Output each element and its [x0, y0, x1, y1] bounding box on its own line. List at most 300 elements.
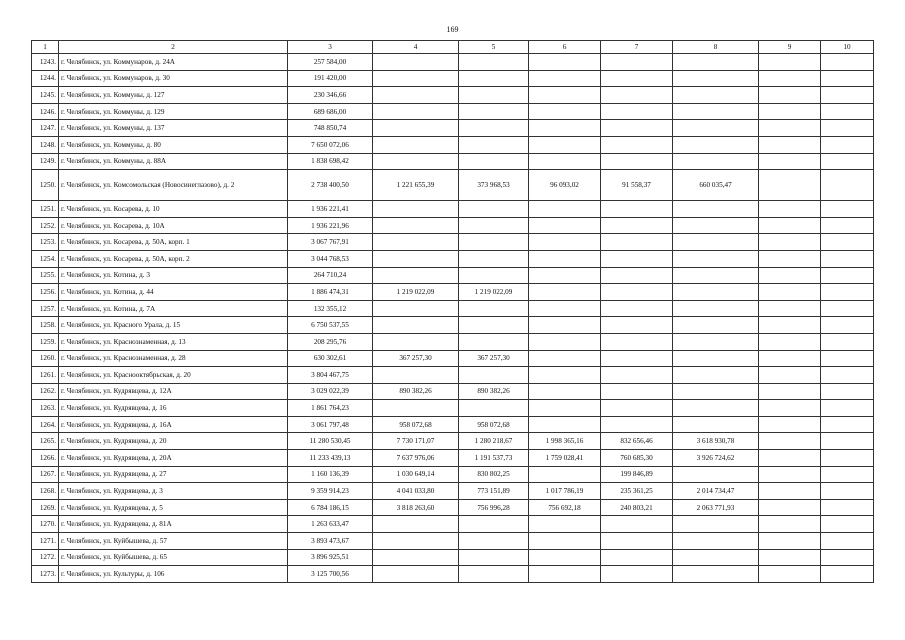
amount-cell-col10: [821, 499, 874, 516]
amount-cell-col5: [459, 136, 529, 153]
amount-cell-col9: [759, 483, 821, 500]
amount-cell-col10: [821, 250, 874, 267]
amount-cell-col8: [673, 136, 759, 153]
total-amount-cell: 11 280 530,45: [288, 433, 373, 450]
address-cell: г. Челябинск, ул. Кудрявцева, д. 16: [59, 400, 288, 417]
amount-cell-col9: [759, 217, 821, 234]
amount-cell-col4: [373, 516, 459, 533]
amount-cell-col10: [821, 549, 874, 566]
amount-cell-col8: [673, 153, 759, 170]
amount-cell-col9: [759, 136, 821, 153]
amount-cell-col4: [373, 400, 459, 417]
amount-cell-col10: [821, 317, 874, 334]
table-row: [32, 317, 874, 334]
row-number-cell: 1267.: [32, 466, 59, 483]
amount-cell-col10: [821, 170, 874, 201]
amount-cell-col4: [373, 367, 459, 384]
amount-cell-col7: [601, 120, 673, 137]
amount-cell-col5: 1 191 537,73: [459, 450, 529, 467]
address-cell: г. Челябинск, ул. Комсомольская (Новосинеглазово), д. 2: [59, 170, 288, 201]
amount-cell-col5: 958 072,68: [459, 416, 529, 433]
total-amount-cell: 3 896 925,51: [288, 549, 373, 566]
amount-cell-col9: [759, 466, 821, 483]
total-amount-cell: 9 359 914,23: [288, 483, 373, 500]
row-number-cell: 1263.: [32, 400, 59, 417]
amount-cell-col10: [821, 333, 874, 350]
row-number-cell: 1245.: [32, 87, 59, 104]
amount-cell-col7: [601, 416, 673, 433]
amount-cell-col10: [821, 87, 874, 104]
amount-cell-col5: 1 219 022,09: [459, 284, 529, 301]
amount-cell-col4: 1 219 022,09: [373, 284, 459, 301]
row-number-cell: 1271.: [32, 533, 59, 550]
amount-cell-col5: [459, 367, 529, 384]
amount-cell-col10: [821, 516, 874, 533]
amount-cell-col4: [373, 533, 459, 550]
row-number-cell: 1250.: [32, 170, 59, 201]
amount-cell-col7: 832 656,46: [601, 433, 673, 450]
row-number-cell: 1273.: [32, 566, 59, 583]
row-number-cell: 1269.: [32, 499, 59, 516]
amount-cell-col4: [373, 300, 459, 317]
amount-cell-col6: [529, 87, 601, 104]
row-number-cell: 1253.: [32, 234, 59, 251]
amount-cell-col8: [673, 300, 759, 317]
column-header: 8: [673, 41, 759, 54]
table-row: [32, 300, 874, 317]
total-amount-cell: 208 295,76: [288, 333, 373, 350]
amount-cell-col9: [759, 54, 821, 71]
total-amount-cell: 2 738 400,50: [288, 170, 373, 201]
amount-cell-col9: [759, 317, 821, 334]
row-number-cell: 1254.: [32, 250, 59, 267]
total-amount-cell: 1 936 221,96: [288, 217, 373, 234]
amount-cell-col4: 367 257,30: [373, 350, 459, 367]
amount-cell-col8: 2 063 771,93: [673, 499, 759, 516]
amount-cell-col8: [673, 70, 759, 87]
table-row: [32, 267, 874, 284]
total-amount-cell: 7 650 072,06: [288, 136, 373, 153]
total-amount-cell: 191 420,00: [288, 70, 373, 87]
total-amount-cell: 1 263 633,47: [288, 516, 373, 533]
table-row: [32, 516, 874, 533]
amount-cell-col6: [529, 136, 601, 153]
amount-cell-col9: [759, 300, 821, 317]
amount-cell-col8: [673, 367, 759, 384]
address-cell: г. Челябинск, ул. Косарева, д. 10: [59, 201, 288, 218]
row-number-cell: 1268.: [32, 483, 59, 500]
address-cell: г. Челябинск, ул. Краснооктябрьская, д. 20: [59, 367, 288, 384]
amount-cell-col10: [821, 533, 874, 550]
amount-cell-col9: [759, 383, 821, 400]
table-row: [32, 350, 874, 367]
address-cell: г. Челябинск, ул. Коммуны, д. 88А: [59, 153, 288, 170]
page-number: 169: [446, 25, 459, 34]
amount-cell-col6: [529, 549, 601, 566]
row-number-cell: 1256.: [32, 284, 59, 301]
address-cell: г. Челябинск, ул. Кудрявцева, д. 27: [59, 466, 288, 483]
amount-cell-col6: [529, 120, 601, 137]
column-header: 10: [821, 41, 874, 54]
amount-cell-col9: [759, 70, 821, 87]
amount-cell-col4: [373, 267, 459, 284]
amount-cell-col4: 958 072,68: [373, 416, 459, 433]
amount-cell-col9: [759, 87, 821, 104]
amount-cell-col5: [459, 300, 529, 317]
amount-cell-col5: [459, 234, 529, 251]
amount-cell-col8: [673, 400, 759, 417]
total-amount-cell: 3 804 467,75: [288, 367, 373, 384]
amount-cell-col7: [601, 54, 673, 71]
amount-cell-col6: 96 093,02: [529, 170, 601, 201]
amount-cell-col5: 756 996,28: [459, 499, 529, 516]
amount-cell-col9: [759, 284, 821, 301]
amount-cell-col10: [821, 466, 874, 483]
amount-cell-col6: [529, 350, 601, 367]
column-header: 3: [288, 41, 373, 54]
amount-cell-col8: [673, 416, 759, 433]
amount-cell-col5: [459, 103, 529, 120]
column-number-header-row: [32, 41, 874, 54]
amount-cell-col8: [673, 333, 759, 350]
amount-cell-col8: [673, 350, 759, 367]
amount-cell-col7: 199 846,89: [601, 466, 673, 483]
amount-cell-col9: [759, 499, 821, 516]
amount-cell-col4: [373, 103, 459, 120]
address-cell: г. Челябинск, ул. Кудрявцева, д. 3: [59, 483, 288, 500]
total-amount-cell: 1 160 136,39: [288, 466, 373, 483]
amount-cell-col6: [529, 367, 601, 384]
amount-cell-col4: [373, 87, 459, 104]
address-cell: г. Челябинск, ул. Кудрявцева, д. 12А: [59, 383, 288, 400]
amount-cell-col10: [821, 267, 874, 284]
table-row: [32, 87, 874, 104]
row-number-cell: 1270.: [32, 516, 59, 533]
amount-cell-col10: [821, 450, 874, 467]
total-amount-cell: 1 886 474,31: [288, 284, 373, 301]
table-row: [32, 433, 874, 450]
amount-cell-col10: [821, 400, 874, 417]
amount-cell-col6: [529, 317, 601, 334]
amount-cell-col5: [459, 317, 529, 334]
amount-cell-col5: 890 382,26: [459, 383, 529, 400]
table-row: [32, 450, 874, 467]
amount-cell-col7: [601, 250, 673, 267]
amount-cell-col8: [673, 466, 759, 483]
amount-cell-col8: [673, 87, 759, 104]
address-cell: г. Челябинск, ул. Коммуны, д. 129: [59, 103, 288, 120]
amount-cell-col5: [459, 400, 529, 417]
amount-cell-col5: 830 802,25: [459, 466, 529, 483]
amount-cell-col5: [459, 549, 529, 566]
amount-cell-col10: [821, 54, 874, 71]
amount-cell-col8: 3 618 930,78: [673, 433, 759, 450]
row-number-cell: 1248.: [32, 136, 59, 153]
table-row: [32, 153, 874, 170]
amount-cell-col5: [459, 566, 529, 583]
table-row: [32, 566, 874, 583]
total-amount-cell: 3 893 473,67: [288, 533, 373, 550]
amount-cell-col8: [673, 120, 759, 137]
address-cell: г. Челябинск, ул. Краснознаменная, д. 28: [59, 350, 288, 367]
column-header: 1: [32, 41, 59, 54]
amount-cell-col7: [601, 284, 673, 301]
amount-cell-col4: [373, 250, 459, 267]
address-cell: г. Челябинск, ул. Косарева, д. 10А: [59, 217, 288, 234]
amount-cell-col6: [529, 54, 601, 71]
amount-cell-col6: [529, 201, 601, 218]
address-cell: г. Челябинск, ул. Кудрявцева, д. 20А: [59, 450, 288, 467]
amount-cell-col6: [529, 566, 601, 583]
amount-cell-col8: [673, 549, 759, 566]
amount-cell-col9: [759, 516, 821, 533]
total-amount-cell: 230 346,66: [288, 87, 373, 104]
amount-cell-col6: 1 759 028,41: [529, 450, 601, 467]
amount-cell-col7: 760 685,30: [601, 450, 673, 467]
amount-cell-col10: [821, 416, 874, 433]
total-amount-cell: 132 355,12: [288, 300, 373, 317]
amount-cell-col7: [601, 217, 673, 234]
amount-cell-col5: [459, 217, 529, 234]
amount-cell-col5: 1 280 218,67: [459, 433, 529, 450]
address-cell: г. Челябинск, ул. Косарева, д. 50А, корп. 1: [59, 234, 288, 251]
amount-cell-col9: [759, 250, 821, 267]
amount-cell-col7: [601, 383, 673, 400]
total-amount-cell: 1 838 698,42: [288, 153, 373, 170]
amount-cell-col7: [601, 516, 673, 533]
amount-cell-col9: [759, 153, 821, 170]
amount-cell-col6: [529, 153, 601, 170]
amount-cell-col8: [673, 54, 759, 71]
amount-cell-col5: 373 968,53: [459, 170, 529, 201]
amount-cell-col4: [373, 54, 459, 71]
amount-cell-col7: [601, 267, 673, 284]
amount-cell-col8: [673, 533, 759, 550]
row-number-cell: 1258.: [32, 317, 59, 334]
address-cell: г. Челябинск, ул. Коммуны, д. 137: [59, 120, 288, 137]
amount-cell-col7: [601, 153, 673, 170]
row-number-cell: 1247.: [32, 120, 59, 137]
amount-cell-col4: 890 382,26: [373, 383, 459, 400]
amount-cell-col7: [601, 350, 673, 367]
amount-cell-col8: [673, 201, 759, 218]
amount-cell-col4: [373, 566, 459, 583]
amount-cell-col9: [759, 533, 821, 550]
amount-cell-col6: [529, 70, 601, 87]
row-number-cell: 1257.: [32, 300, 59, 317]
table-row: [32, 333, 874, 350]
amount-cell-col5: 773 151,89: [459, 483, 529, 500]
amount-cell-col8: 2 014 734,47: [673, 483, 759, 500]
address-cell: г. Челябинск, ул. Культуры, д. 106: [59, 566, 288, 583]
amount-cell-col8: 660 035,47: [673, 170, 759, 201]
amount-cell-col8: [673, 267, 759, 284]
amount-cell-col7: [601, 533, 673, 550]
amount-cell-col6: [529, 234, 601, 251]
amount-cell-col8: [673, 383, 759, 400]
amount-cell-col10: [821, 284, 874, 301]
amount-cell-col9: [759, 566, 821, 583]
amount-cell-col9: [759, 350, 821, 367]
address-cell: г. Челябинск, ул. Коммунаров, д. 30: [59, 70, 288, 87]
amount-cell-col9: [759, 549, 821, 566]
total-amount-cell: 748 850,74: [288, 120, 373, 137]
table-row: [32, 250, 874, 267]
amount-cell-col4: [373, 333, 459, 350]
amount-cell-col6: [529, 516, 601, 533]
address-cell: г. Челябинск, ул. Красного Урала, д. 15: [59, 317, 288, 334]
amount-cell-col9: [759, 201, 821, 218]
address-cell: г. Челябинск, ул. Кудрявцева, д. 81А: [59, 516, 288, 533]
amount-cell-col6: [529, 250, 601, 267]
address-cell: г. Челябинск, ул. Котина, д. 3: [59, 267, 288, 284]
amount-cell-col10: [821, 433, 874, 450]
table-row: [32, 120, 874, 137]
amount-cell-col8: [673, 234, 759, 251]
table-row: [32, 70, 874, 87]
amount-cell-col9: [759, 433, 821, 450]
amount-cell-col8: [673, 217, 759, 234]
amount-cell-col9: [759, 120, 821, 137]
column-header: 5: [459, 41, 529, 54]
amount-cell-col5: [459, 87, 529, 104]
amount-cell-col7: [601, 367, 673, 384]
amount-cell-col4: [373, 234, 459, 251]
amount-cell-col9: [759, 400, 821, 417]
amount-cell-col4: 7 730 171,07: [373, 433, 459, 450]
total-amount-cell: 3 029 022,39: [288, 383, 373, 400]
table-row: [32, 217, 874, 234]
amount-cell-col10: [821, 350, 874, 367]
row-number-cell: 1246.: [32, 103, 59, 120]
amount-cell-col10: [821, 217, 874, 234]
amount-cell-col10: [821, 103, 874, 120]
amount-cell-col7: [601, 201, 673, 218]
amount-cell-col7: [601, 103, 673, 120]
amount-cell-col8: [673, 284, 759, 301]
amount-cell-col5: [459, 267, 529, 284]
amount-cell-col6: [529, 416, 601, 433]
amount-cell-col5: [459, 333, 529, 350]
amount-cell-col5: [459, 250, 529, 267]
amount-cell-col6: [529, 533, 601, 550]
row-number-cell: 1243.: [32, 54, 59, 71]
amount-cell-col7: [601, 317, 673, 334]
amount-cell-col5: [459, 516, 529, 533]
amount-cell-col7: [601, 400, 673, 417]
row-number-cell: 1259.: [32, 333, 59, 350]
amount-cell-col4: [373, 70, 459, 87]
amount-cell-col7: [601, 234, 673, 251]
amount-cell-col6: [529, 300, 601, 317]
amount-cell-col9: [759, 103, 821, 120]
amount-cell-col7: [601, 566, 673, 583]
total-amount-cell: 1 936 221,41: [288, 201, 373, 218]
address-cell: г. Челябинск, ул. Кудрявцева, д. 20: [59, 433, 288, 450]
amount-cell-col10: [821, 367, 874, 384]
total-amount-cell: 3 061 797,48: [288, 416, 373, 433]
total-amount-cell: 1 861 764,23: [288, 400, 373, 417]
amount-cell-col10: [821, 483, 874, 500]
table-row: [32, 136, 874, 153]
amount-cell-col4: 1 221 655,39: [373, 170, 459, 201]
amount-cell-col9: [759, 416, 821, 433]
amount-cell-col6: 756 692,18: [529, 499, 601, 516]
amount-cell-col6: [529, 217, 601, 234]
amount-cell-col5: 367 257,30: [459, 350, 529, 367]
amount-cell-col7: [601, 549, 673, 566]
table-row: [32, 499, 874, 516]
amount-cell-col10: [821, 201, 874, 218]
amount-cell-col6: [529, 383, 601, 400]
total-amount-cell: 257 584,00: [288, 54, 373, 71]
amount-cell-col4: [373, 549, 459, 566]
table-row: [32, 201, 874, 218]
amount-cell-col4: [373, 136, 459, 153]
amount-cell-col4: [373, 153, 459, 170]
amount-cell-col10: [821, 234, 874, 251]
table-row: [32, 483, 874, 500]
row-number-cell: 1252.: [32, 217, 59, 234]
amount-cell-col7: [601, 87, 673, 104]
amount-cell-col4: [373, 217, 459, 234]
address-cell: г. Челябинск, ул. Кудрявцева, д. 5: [59, 499, 288, 516]
row-number-cell: 1266.: [32, 450, 59, 467]
amount-cell-col4: [373, 317, 459, 334]
address-cell: г. Челябинск, ул. Коммуны, д. 80: [59, 136, 288, 153]
column-header: 4: [373, 41, 459, 54]
amount-cell-col7: 91 558,37: [601, 170, 673, 201]
amount-cell-col9: [759, 267, 821, 284]
amount-cell-col7: [601, 300, 673, 317]
row-number-cell: 1255.: [32, 267, 59, 284]
amount-cell-col5: [459, 54, 529, 71]
amount-cell-col6: [529, 267, 601, 284]
amount-cell-col4: 7 637 976,06: [373, 450, 459, 467]
amount-cell-col10: [821, 70, 874, 87]
amount-cell-col9: [759, 234, 821, 251]
row-number-cell: 1251.: [32, 201, 59, 218]
total-amount-cell: 11 233 439,13: [288, 450, 373, 467]
registry-table: [31, 40, 874, 583]
column-header: 7: [601, 41, 673, 54]
table-row: [32, 170, 874, 201]
amount-cell-col5: [459, 70, 529, 87]
total-amount-cell: 3 044 768,53: [288, 250, 373, 267]
table-row: [32, 533, 874, 550]
amount-cell-col5: [459, 120, 529, 137]
amount-cell-col10: [821, 153, 874, 170]
total-amount-cell: 3 125 700,56: [288, 566, 373, 583]
amount-cell-col7: 240 803,21: [601, 499, 673, 516]
amount-cell-col9: [759, 367, 821, 384]
table-row: [32, 466, 874, 483]
total-amount-cell: 3 067 767,91: [288, 234, 373, 251]
amount-cell-col10: [821, 383, 874, 400]
table-row: [32, 400, 874, 417]
table-row: [32, 54, 874, 71]
address-cell: г. Челябинск, ул. Коммуны, д. 127: [59, 87, 288, 104]
amount-cell-col7: [601, 333, 673, 350]
amount-cell-col10: [821, 300, 874, 317]
row-number-cell: 1265.: [32, 433, 59, 450]
row-number-cell: 1244.: [32, 70, 59, 87]
amount-cell-col8: [673, 566, 759, 583]
total-amount-cell: 264 710,24: [288, 267, 373, 284]
address-cell: г. Челябинск, ул. Котина, д. 7А: [59, 300, 288, 317]
amount-cell-col6: [529, 333, 601, 350]
row-number-cell: 1260.: [32, 350, 59, 367]
